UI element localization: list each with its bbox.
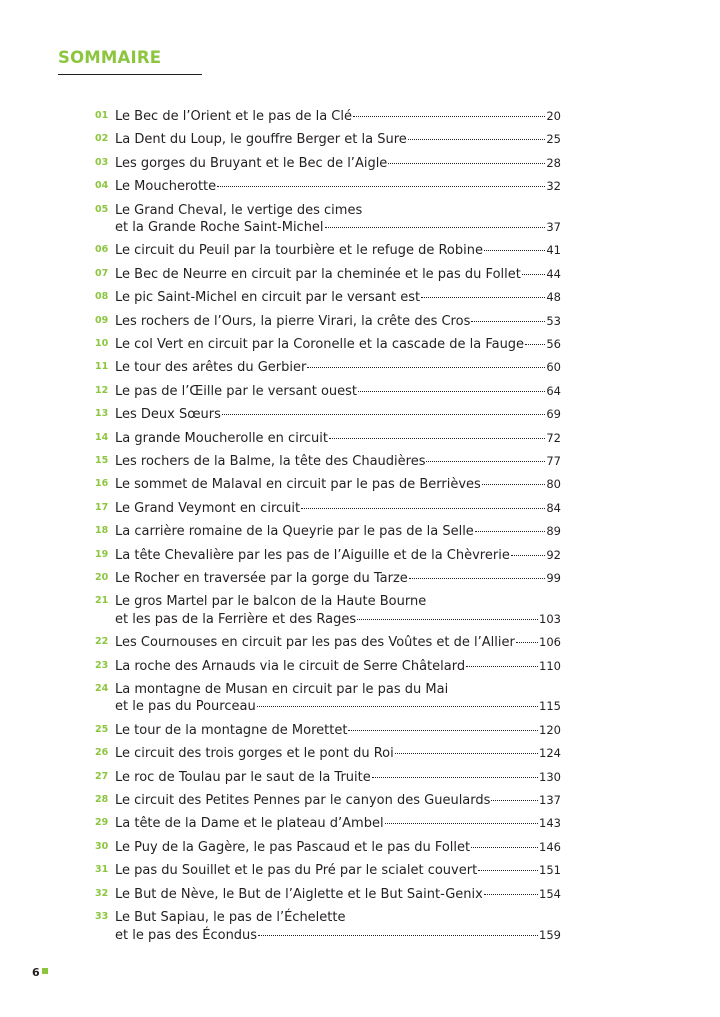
toc-entry-title: La grande Moucherolle en circuit: [115, 430, 328, 446]
toc-entry[interactable]: [95, 289, 561, 307]
toc-entry[interactable]: [95, 862, 561, 880]
toc-entry-number: 12: [95, 384, 109, 396]
dot-leader: [353, 116, 545, 117]
toc-entry-title: et les pas de la Ferrière et des Rages: [115, 611, 357, 627]
dot-leader: [357, 619, 538, 620]
toc-entry-page: 80: [546, 477, 561, 492]
dot-leader: [471, 847, 538, 848]
toc-entry-number: 21: [95, 595, 109, 607]
toc-entry-number: 27: [95, 770, 109, 782]
dot-leader: [408, 139, 546, 140]
toc-entry-page: 110: [539, 658, 561, 673]
toc-entry-title: Le Puy de la Gagère, le pas Pascaud et le pas du Follet: [115, 839, 471, 855]
toc-entry-title: Le Bec de l’Orient et le pas de la Clé: [115, 109, 352, 124]
toc-entry[interactable]: [95, 430, 561, 448]
toc-entry-title: La Dent du Loup, le gouffre Berger et la Sure: [115, 132, 407, 148]
dot-leader: [478, 870, 538, 871]
toc-entry-page: 64: [546, 383, 561, 398]
toc-entry-number: 24: [95, 682, 109, 694]
toc-entry[interactable]: [95, 131, 561, 149]
dot-leader: [222, 414, 545, 415]
dot-leader: [217, 186, 545, 187]
toc-entry-title: Le pas du Souillet et le pas du Pré par le scialet couvert: [115, 863, 478, 879]
toc-entry[interactable]: [95, 523, 561, 541]
toc-entry-number: 06: [95, 244, 109, 256]
toc-entry[interactable]: [95, 593, 561, 628]
toc-entry[interactable]: [95, 359, 561, 377]
toc-entry[interactable]: [95, 178, 561, 196]
toc-entry[interactable]: [95, 313, 561, 331]
toc-entry-number: 15: [95, 454, 109, 466]
toc-entry-title: et le pas du Pourceau: [115, 699, 256, 715]
toc-entry-number: 30: [95, 840, 109, 852]
toc-entry-number: 11: [95, 361, 109, 373]
toc-entry[interactable]: [95, 406, 561, 424]
dot-leader: [491, 800, 538, 801]
toc-entry[interactable]: [95, 500, 561, 518]
toc-entry-title: Le circuit des trois gorges et le pont du Roi: [115, 746, 394, 762]
dot-leader: [466, 666, 538, 667]
toc-entry-page: 120: [539, 722, 561, 737]
dot-leader: [385, 823, 538, 824]
dot-leader: [348, 730, 538, 731]
toc-entry-page: 60: [546, 360, 561, 375]
toc-entry-title: Le circuit du Peuil par la tourbière et le refuge de Robine: [115, 243, 483, 259]
toc-entry[interactable]: [95, 745, 561, 763]
toc-entry-title: Le tour des arêtes du Gerbier: [115, 360, 307, 376]
toc-entry-number: 20: [95, 571, 109, 583]
toc-entry[interactable]: [95, 453, 561, 471]
toc-entry-title: Le Grand Cheval, le vertige des cimes: [115, 202, 363, 218]
dot-leader: [395, 753, 538, 754]
toc-entry-title: Le tour de la montagne de Morettet: [115, 722, 348, 738]
toc-entry-title: Le Rocher en traversée par la gorge du Tarze: [115, 570, 408, 586]
toc-entry[interactable]: [95, 769, 561, 787]
dot-leader: [329, 438, 545, 439]
toc-entry-title: La roche des Arnauds via le circuit de Serre Châtelard: [115, 658, 466, 674]
page-title: SOMMAIRE: [58, 48, 162, 67]
toc-entry[interactable]: [95, 634, 561, 652]
toc-entry-number: 08: [95, 291, 109, 303]
toc-entry-number: 17: [95, 501, 109, 513]
toc-entry[interactable]: [95, 155, 561, 173]
toc-entry-number: 09: [95, 314, 109, 326]
toc-entry-title: Les Cournouses en circuit par les pas des Voûtes et de l’Allier: [115, 635, 515, 651]
toc-entry[interactable]: [95, 570, 561, 588]
toc-entry-page: 151: [539, 863, 561, 878]
dot-leader: [421, 297, 545, 298]
toc-entry-page: 130: [539, 769, 561, 784]
toc-entry[interactable]: [95, 383, 561, 401]
toc-entry-number: 25: [95, 723, 109, 735]
dot-leader: [484, 250, 545, 251]
toc-entry[interactable]: [95, 336, 561, 354]
toc-entry-title: La carrière romaine de la Queyrie par le pas de la Selle: [115, 524, 474, 540]
toc-entry-title: Le But Sapiau, le pas de l’Échelette: [115, 910, 346, 925]
toc-entry-title: La tête de la Dame et le plateau d’Ambel: [115, 816, 384, 832]
dot-leader: [525, 344, 545, 345]
toc-entry-title: Le roc de Toulau par le saut de la Truite: [115, 769, 371, 785]
toc-entry-page: 69: [546, 407, 561, 422]
toc-entry-number: 31: [95, 864, 109, 876]
title-underline: [58, 74, 202, 75]
toc-entry-page: 99: [546, 570, 561, 585]
toc-entry-page: 53: [546, 313, 561, 328]
toc-entry-title: Les rochers de l’Ours, la pierre Virari, la crête des Cros: [115, 313, 471, 329]
toc-entry-title: Le col Vert en circuit par la Coronelle et la cascade de la Fauge: [115, 337, 525, 353]
toc-entry-number: 18: [95, 525, 109, 537]
dot-leader: [516, 642, 538, 643]
toc-entry-number: 04: [95, 180, 109, 192]
toc-entry[interactable]: [95, 886, 561, 904]
toc-entry-page: 28: [546, 155, 561, 170]
toc-entry-page: 146: [539, 839, 561, 854]
toc-entry[interactable]: [95, 202, 561, 237]
toc-entry[interactable]: [95, 266, 561, 284]
toc-entry-number: 26: [95, 747, 109, 759]
dot-leader: [426, 461, 545, 462]
dot-leader: [388, 163, 545, 164]
dot-leader: [511, 555, 546, 556]
toc-entry-page: 20: [546, 109, 561, 123]
dot-leader: [307, 367, 545, 368]
toc-entry[interactable]: [95, 242, 561, 260]
dot-leader: [358, 391, 545, 392]
toc-entry-title: Le Grand Veymont en circuit: [115, 500, 301, 516]
toc-entry-page: 48: [546, 290, 561, 305]
toc-entry-page: 92: [546, 547, 561, 562]
toc-entry-title: Le circuit des Petites Pennes par le canyon des Gueulards: [115, 793, 491, 809]
page-number-marker: [42, 968, 48, 974]
toc-entry[interactable]: [95, 108, 561, 126]
toc-entry[interactable]: [95, 658, 561, 676]
toc-entry-number: 07: [95, 267, 109, 279]
dot-leader: [372, 777, 538, 778]
toc-entry-title: Le Moucherotte: [115, 179, 217, 195]
toc-entry-number: 29: [95, 817, 109, 829]
toc-entry-page: 89: [546, 524, 561, 539]
toc-entry-page: 103: [539, 611, 561, 626]
toc-entry-number: 33: [95, 911, 109, 922]
toc-entry-title: Les rochers de la Balme, la tête des Chaudières: [115, 453, 426, 469]
toc-entry-page: 137: [539, 793, 561, 808]
dot-leader: [257, 706, 538, 707]
toc-entry[interactable]: [95, 547, 561, 565]
toc-entry-number: 28: [95, 794, 109, 806]
dot-leader: [471, 321, 545, 322]
toc-entry[interactable]: [95, 681, 561, 716]
toc-entry-page: 56: [546, 337, 561, 352]
toc-entry-page: 84: [546, 500, 561, 515]
toc-entry-page: 115: [539, 699, 561, 714]
toc-entry-page: 154: [539, 886, 561, 901]
toc-entry-title: Le gros Martel par le balcon de la Haute Bourne: [115, 594, 427, 610]
toc-entry-page: 159: [539, 927, 561, 942]
dot-leader: [258, 935, 538, 936]
toc-entry-page: 143: [539, 816, 561, 831]
dot-leader: [409, 578, 546, 579]
toc-entry-page: 32: [546, 179, 561, 194]
dot-leader: [482, 484, 546, 485]
toc-entry-number: 13: [95, 408, 109, 420]
toc-entry-number: 32: [95, 887, 109, 899]
dot-leader: [475, 531, 546, 532]
toc-entry-page: 72: [546, 430, 561, 445]
toc-entry-number: 02: [95, 133, 109, 145]
toc-entry-title: La montagne de Musan en circuit par le pas du Mai: [115, 681, 449, 697]
toc-entry-number: 23: [95, 659, 109, 671]
toc-entry[interactable]: [95, 909, 561, 944]
toc-entry-page: 41: [546, 243, 561, 258]
toc-entry-number: 16: [95, 478, 109, 490]
toc-entry-number: 01: [95, 110, 109, 121]
toc-entry-number: 22: [95, 636, 109, 648]
toc-entry-number: 19: [95, 548, 109, 560]
toc-entry[interactable]: [95, 476, 561, 494]
toc-entry-title: Le sommet de Malaval en circuit par le pas de Berrièves: [115, 477, 481, 493]
toc-entry[interactable]: [95, 722, 561, 740]
toc-entry-page: 106: [539, 635, 561, 650]
toc-entry-title: Le Bec de Neurre en circuit par la cheminée et le pas du Follet: [115, 266, 521, 282]
dot-leader: [484, 894, 538, 895]
toc-entry-page: 77: [546, 453, 561, 468]
toc-entry-number: 03: [95, 156, 109, 168]
dot-leader: [325, 227, 546, 228]
toc-entry-title: Les Deux Sœurs: [115, 407, 221, 423]
toc-entry-number: 05: [95, 203, 109, 215]
toc-entry-title: La tête Chevalière par les pas de l’Aiguille et de la Chèvrerie: [115, 547, 510, 563]
dot-leader: [301, 508, 545, 509]
toc-entry[interactable]: [95, 839, 561, 857]
toc-entry-page: 37: [546, 220, 561, 235]
page-number: 6: [32, 966, 40, 979]
toc-entry-title: et la Grande Roche Saint-Michel: [115, 220, 324, 236]
toc-entry-number: 14: [95, 431, 109, 443]
toc-entry[interactable]: [95, 815, 561, 833]
toc-entry-title: Le pas de l’Œille par le versant ouest: [115, 383, 358, 399]
toc-entry-page: 44: [546, 266, 561, 281]
toc-entry-number: 10: [95, 338, 109, 350]
dot-leader: [522, 274, 546, 275]
table-of-contents: [95, 108, 561, 950]
toc-entry-title: Le But de Nève, le But de l’Aiglette et le But Saint-Genix: [115, 886, 483, 902]
toc-entry-title: Les gorges du Bruyant et le Bec de l’Aigle: [115, 155, 388, 171]
toc-entry[interactable]: [95, 792, 561, 810]
toc-entry-title: et le pas des Écondus: [115, 927, 258, 943]
toc-entry-page: 25: [546, 132, 561, 147]
toc-entry-title: Le pic Saint-Michel en circuit par le versant est: [115, 290, 421, 306]
toc-entry-page: 124: [539, 746, 561, 761]
